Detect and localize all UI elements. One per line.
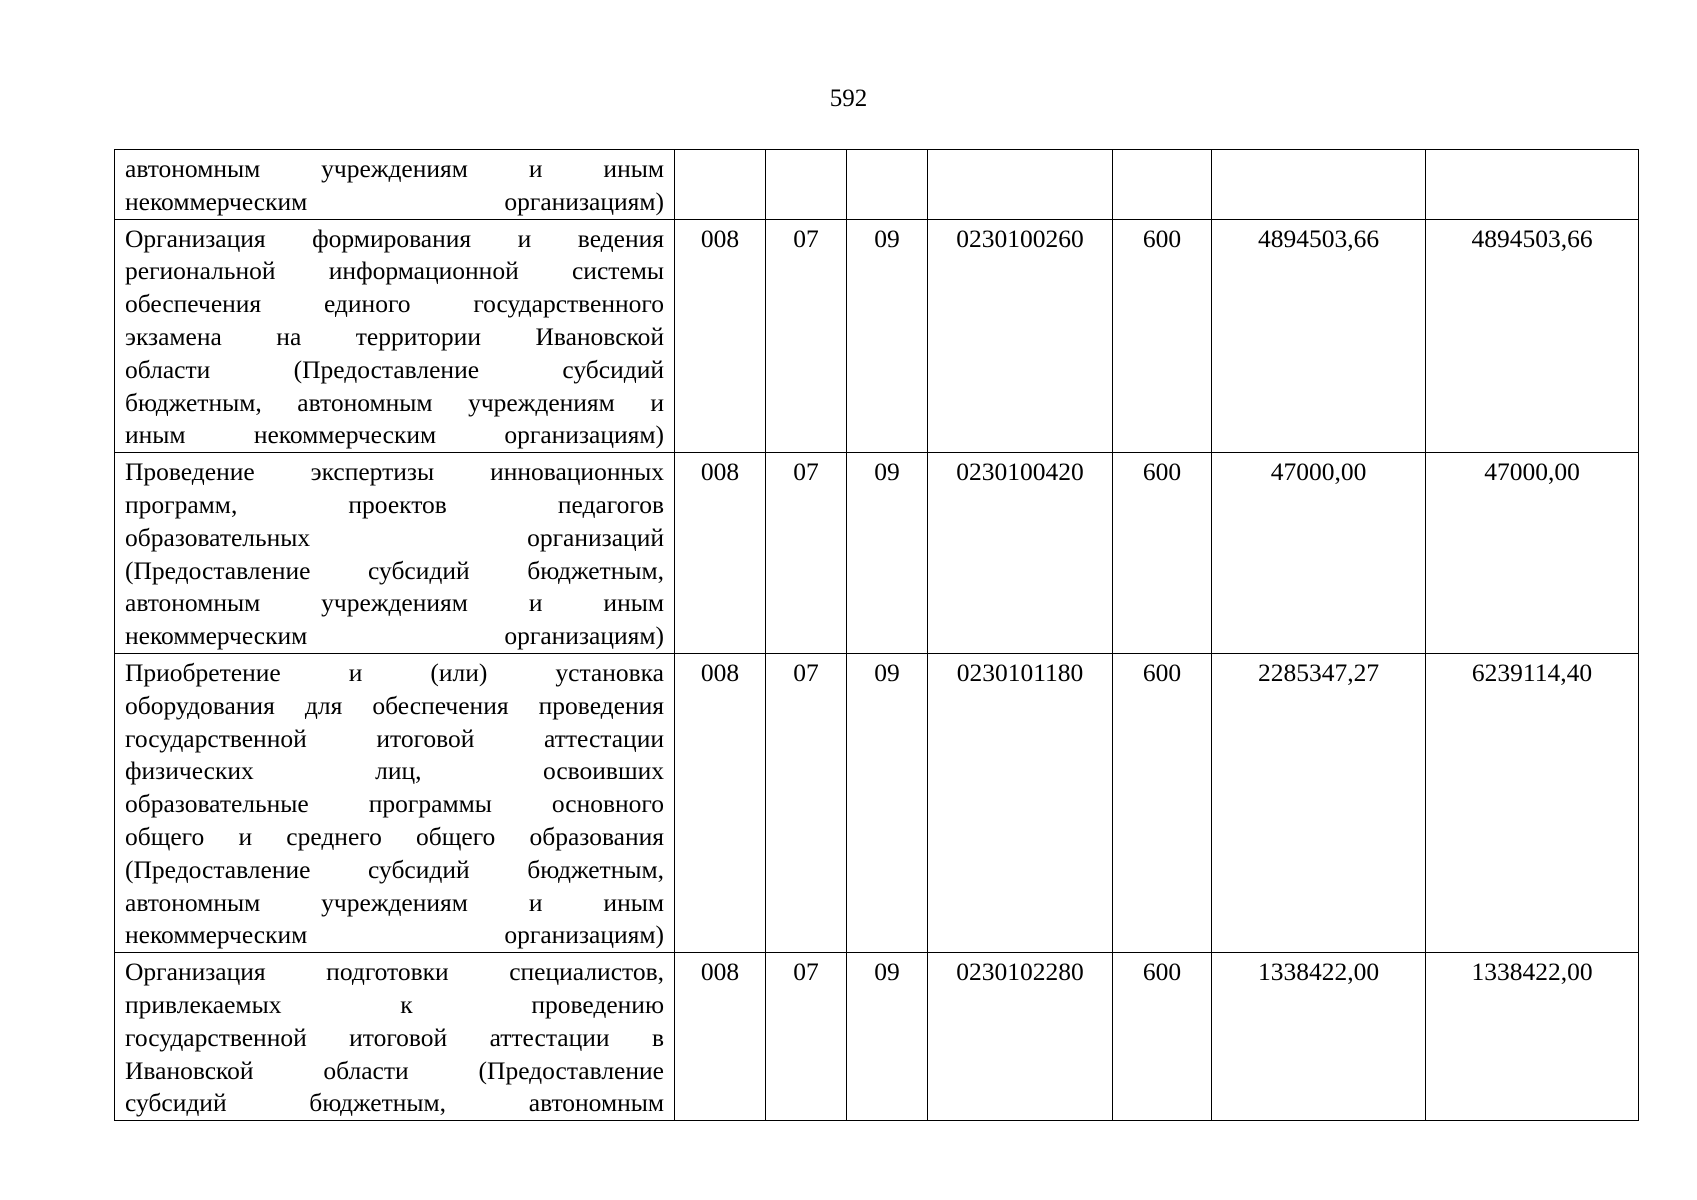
description-cell [115, 150, 675, 220]
description-line: региональной информационной системы [125, 256, 664, 286]
target-article-cell: 0230100420 [928, 453, 1113, 654]
description-line: Организация формирования и ведения [125, 223, 664, 253]
description-line: Приобретение и (или) установка [125, 657, 664, 687]
description-line: некоммерческим организациям) [125, 920, 664, 950]
grbs-cell: 008 [675, 219, 766, 453]
target-article-cell: 0230101180 [928, 653, 1113, 952]
grbs-cell [675, 150, 766, 220]
expense-type-cell: 600 [1113, 653, 1212, 952]
amount-year1-cell: 4894503,66 [1212, 219, 1426, 453]
grbs-cell: 008 [675, 653, 766, 952]
description-line: Ивановской области (Предоставление [125, 1055, 664, 1085]
amount-year1-cell [1212, 150, 1426, 220]
subsection-cell: 09 [847, 453, 928, 654]
amount-year2-cell: 47000,00 [1426, 453, 1639, 654]
description-cell [115, 453, 675, 654]
amount-year2-cell: 4894503,66 [1426, 219, 1639, 453]
description-cell [115, 953, 675, 1121]
section-cell [766, 150, 847, 220]
amount-year2-cell [1426, 150, 1639, 220]
section-cell: 07 [766, 953, 847, 1121]
description-line: образовательных организаций [125, 522, 664, 552]
table-row [115, 453, 1639, 654]
description-line: автономным учреждениям и иным [125, 588, 664, 618]
table-row [115, 953, 1639, 1121]
target-article-cell: 0230102280 [928, 953, 1113, 1121]
subsection-cell: 09 [847, 653, 928, 952]
description-line: некоммерческим организациям) [125, 621, 664, 651]
expense-type-cell: 600 [1113, 219, 1212, 453]
subsection-cell: 09 [847, 219, 928, 453]
table-row [115, 150, 1639, 220]
description-line: экзамена на территории Ивановской [125, 321, 664, 351]
description-line: автономным учреждениям и иным [125, 154, 664, 183]
page-number: 592 [829, 85, 868, 112]
table-row [115, 219, 1639, 453]
section-cell: 07 [766, 219, 847, 453]
grbs-cell: 008 [675, 953, 766, 1121]
description-line: субсидий бюджетным, автономным [125, 1088, 664, 1118]
description-line: оборудования для обеспечения проведения [125, 690, 664, 720]
description-line: области (Предоставление субсидий [125, 354, 664, 384]
amount-year1-cell: 2285347,27 [1212, 653, 1426, 952]
description-cell [115, 653, 675, 952]
target-article-cell: 0230100260 [928, 219, 1113, 453]
description-line: обеспечения единого государственного [125, 289, 664, 319]
table-body [115, 150, 1639, 1121]
subsection-cell: 09 [847, 953, 928, 1121]
description-cell [115, 219, 675, 453]
amount-year2-cell: 6239114,40 [1426, 653, 1639, 952]
description-line: (Предоставление субсидий бюджетным, [125, 555, 664, 585]
description-line: некоммерческим организациям) [125, 186, 664, 216]
description-line: программ, проектов педагогов [125, 489, 664, 519]
section-cell: 07 [766, 653, 847, 952]
description-line: государственной итоговой аттестации в [125, 1022, 664, 1052]
description-line: автономным учреждениям и иным [125, 887, 664, 917]
description-line: общего и среднего общего образования [125, 821, 664, 851]
description-line: государственной итоговой аттестации [125, 723, 664, 753]
grbs-cell: 008 [675, 453, 766, 654]
amount-year1-cell: 47000,00 [1212, 453, 1426, 654]
description-line: (Предоставление субсидий бюджетным, [125, 854, 664, 884]
description-line: иным некоммерческим организациям) [125, 420, 664, 450]
amount-year1-cell: 1338422,00 [1212, 953, 1426, 1121]
expense-type-cell [1113, 150, 1212, 220]
table-row [115, 653, 1639, 952]
description-line: образовательные программы основного [125, 789, 664, 819]
description-line: привлекаемых к проведению [125, 989, 664, 1019]
expense-type-cell: 600 [1113, 953, 1212, 1121]
section-cell: 07 [766, 453, 847, 654]
budget-table [114, 149, 1639, 1121]
target-article-cell [928, 150, 1113, 220]
description-line: физических лиц, освоивших [125, 756, 664, 786]
expense-type-cell: 600 [1113, 453, 1212, 654]
description-line: бюджетным, автономным учреждениям и [125, 387, 664, 417]
subsection-cell [847, 150, 928, 220]
description-line: Организация подготовки специалистов, [125, 957, 664, 987]
amount-year2-cell: 1338422,00 [1426, 953, 1639, 1121]
description-line: Проведение экспертизы инновационных [125, 457, 664, 487]
